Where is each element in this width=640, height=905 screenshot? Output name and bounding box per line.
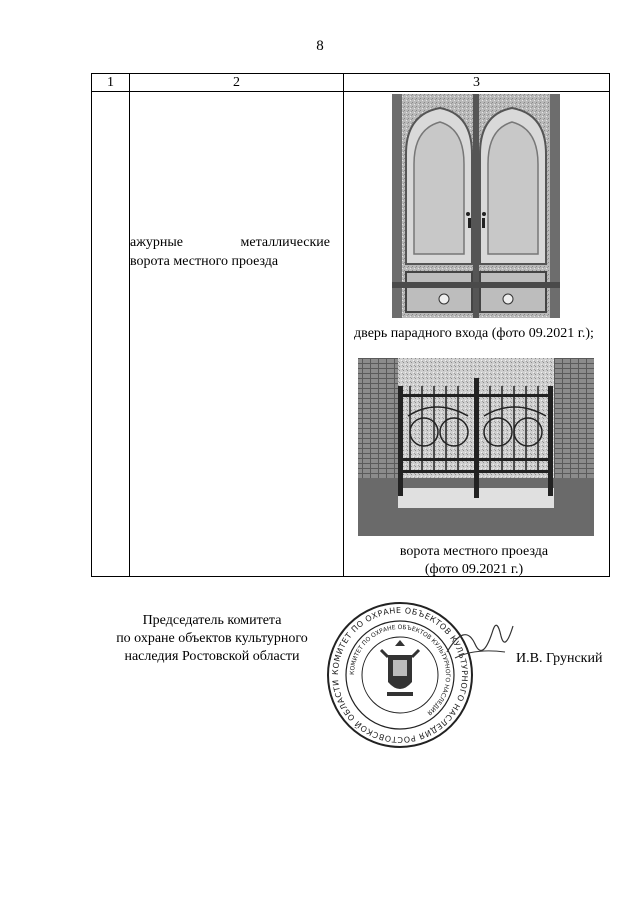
gate-photo-caption — [340, 543, 608, 579]
row-number-cell — [92, 92, 130, 577]
coat-of-arms-icon — [381, 640, 419, 696]
description-line-2: ворота местного проезда — [130, 254, 279, 269]
seal-inner-text: КОМИТЕТ ПО ОХРАНЕ ОБЪЕКТОВ КУЛЬТУРНОГО НАСЛЕДИЯ — [348, 623, 452, 717]
gate-caption-line-2: (фото 09.2021 г.) — [424, 562, 524, 577]
description-line-1 — [130, 233, 330, 252]
element-description — [130, 233, 330, 271]
signatory-title-line-3: наследия Ростовской области — [124, 649, 300, 664]
signatory-title — [92, 612, 332, 666]
description-word-2: металлические — [240, 235, 330, 250]
signatory-title-line-2: по охране объектов культурного — [116, 631, 308, 646]
signatory-title-line-1: Председатель комитета — [142, 613, 282, 628]
door-photo-caption: дверь парадного входа (фото 09.2021 г.); — [354, 326, 594, 341]
header-col-2: 2 — [130, 74, 344, 92]
header-col-1: 1 — [92, 74, 130, 92]
description-word-1: ажурные — [130, 235, 183, 250]
table-header-row — [92, 74, 610, 92]
gate-caption-line-1: ворота местного проезда — [399, 544, 549, 559]
seal-outer-text: КОМИТЕТ ПО ОХРАНЕ ОБЪЕКТОВ КУЛЬТУРНОГО НАСЛЕДИЯ РОСТОВСКОЙ ОБЛАСТИ — [330, 605, 470, 745]
handwritten-signature — [445, 612, 515, 672]
page-number: 8 — [316, 38, 324, 54]
gate-photo — [358, 358, 594, 536]
header-col-3: 3 — [344, 74, 610, 92]
row-description-cell — [130, 92, 344, 577]
door-photo — [392, 94, 560, 318]
signatory-name: И.В. Грунский — [516, 651, 603, 666]
